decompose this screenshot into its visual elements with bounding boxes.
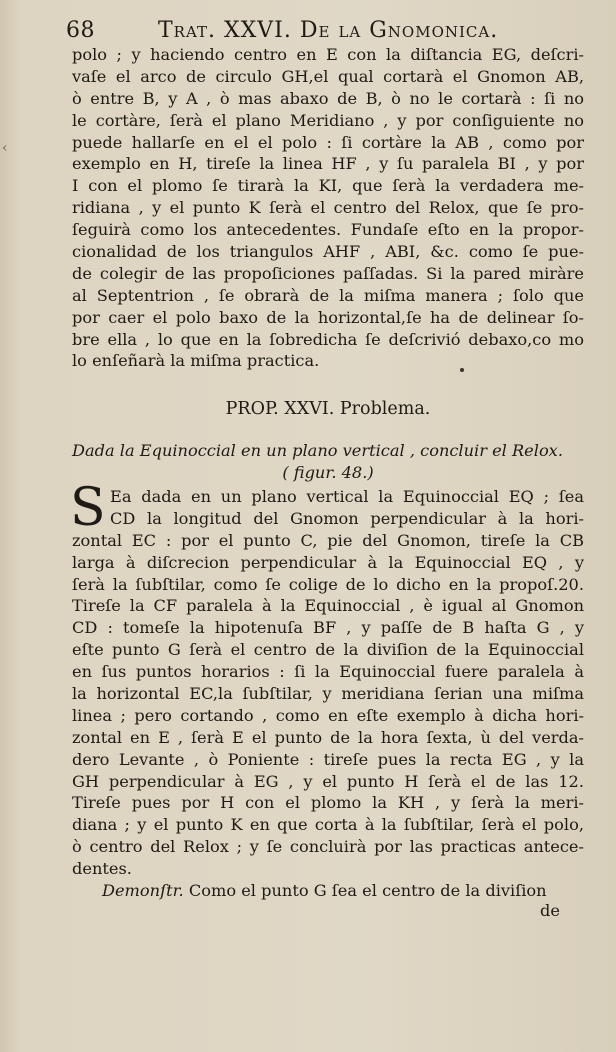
text-line: ridiana , y el punto K ſerà el centro del Relox, que ſe pro-: [72, 198, 584, 218]
text-line: larga à diſcrecion perpendicular à la Equinoccial EQ , y: [72, 552, 584, 572]
margin-mark: ‹: [2, 140, 8, 156]
text-line: GH perpendicular à EG , y el punto H ſerà el de las 12.: [72, 771, 584, 791]
ink-dot: [460, 368, 464, 372]
text-line: ſerà la ſubſtilar, como ſe colige de lo dicho en la propoſ.20.: [72, 574, 584, 594]
demonstration-label: Demonſtr.: [102, 881, 184, 901]
text-line: vaſe el arco de circulo GH,el qual cortarà el Gnomon AB,: [72, 66, 584, 86]
text-line: dentes.: [72, 859, 132, 879]
text-line: zontal EC : por el punto C, pie del Gnomon, tireſe la CB: [72, 530, 584, 550]
text-line: puede hallarſe en el el polo : ſi cortàre la AB , como por: [72, 132, 584, 152]
demonstration-line: [72, 880, 584, 902]
text-line: ò entre B, y A , ò mas abaxo de B, ò no le cortarà : ſi no: [72, 88, 584, 108]
text-line: linea ; pero cortando , como en eſte exemplo à dicha hori-: [72, 705, 584, 725]
text-line: de colegir de las propoſiciones paſſadas. Si la pared miràre: [72, 263, 584, 283]
statement-line: Dada la Equinoccial en un plano vertical , concluir el Relox.: [72, 441, 563, 460]
text-line: exemplo en H, tireſe la linea HF , y ſu paralela BI , y por: [72, 154, 584, 174]
running-title: Trat. XXVI. De la Gnomonica.: [158, 18, 499, 43]
proposition-statement: [72, 440, 584, 484]
text-line: ſeguirà como los antecedentes. Fundaſe eſto en la propor-: [72, 220, 584, 240]
text-line: zontal en E , ſerà E el punto de la hora ſexta, ù del verda-: [72, 727, 584, 747]
text-line: diana ; y el punto K en que corta à la ſubſtilar, ſerà el polo,: [72, 815, 584, 835]
text-line: polo ; y haciendo centro en E con la diſtancia EG, deſcri-: [72, 45, 584, 64]
text-line: por caer el polo baxo de la horizontal,ſe ha de delinear ſo-: [72, 307, 584, 327]
text-line: CD : tomeſe la hipotenuſa BF , y paſſe de B haſta G , y: [72, 618, 584, 638]
text-line: I con el plomo ſe tirarà la KI, que ſerà la verdadera me-: [72, 176, 584, 196]
text-line: al Septentrion , ſe obrarà de la miſma manera ; ſolo que: [72, 285, 584, 305]
text-line: ò centro del Relox ; y ſe concluirà por las practicas antece-: [72, 837, 584, 857]
text-line: CD la longitud del Gnomon perpendicular à la hori-: [110, 508, 584, 528]
text-line: en ſus puntos horarios : ſi la Equinoccial fuere paralela à: [72, 662, 584, 682]
text-line: dero Levante , ò Poniente : tireſe pues la recta EG , y la: [72, 749, 584, 769]
proposition-heading: PROP. XXVI. Problema.: [225, 399, 431, 419]
text-line: eſte punto G ſerà el centro de la diviſion de la Equinoccial: [72, 640, 584, 660]
catchword: de: [540, 901, 560, 920]
page-number: 68: [66, 18, 95, 43]
text-line: bre ella , lo que en la ſobredicha ſe deſcrivió debaxo,co mo: [72, 329, 584, 349]
text-line: Tireſe pues por H con el plomo la KH , y ſerà la meri-: [72, 793, 584, 813]
text-line: cionalidad de los triangulos AHF , ABI, &c. como ſe pue-: [72, 242, 584, 262]
text-line: Ea dada en un plano vertical la Equinoccial EQ ; ſea: [110, 487, 584, 506]
text-line: lo enſeñarà la miſma practica.: [72, 351, 320, 371]
paragraph-2: [70, 478, 584, 902]
text-line: le cortàre, ſerà el plano Meridiano , y por conſiguiente no: [72, 110, 584, 130]
figure-reference: ( figur. 48.): [282, 463, 374, 482]
drop-cap: S: [70, 478, 106, 538]
demonstration-text: Como el punto G ſea el centro de la diviſion: [188, 881, 547, 901]
page-header: [66, 16, 586, 46]
paragraph-1: [72, 44, 584, 372]
text-line: Tireſe la CF paralela à la Equinoccial , è igual al Gnomon: [72, 596, 584, 616]
text-line: la horizontal EC,la ſubſtilar, y meridiana ſerian una miſma: [72, 684, 584, 704]
